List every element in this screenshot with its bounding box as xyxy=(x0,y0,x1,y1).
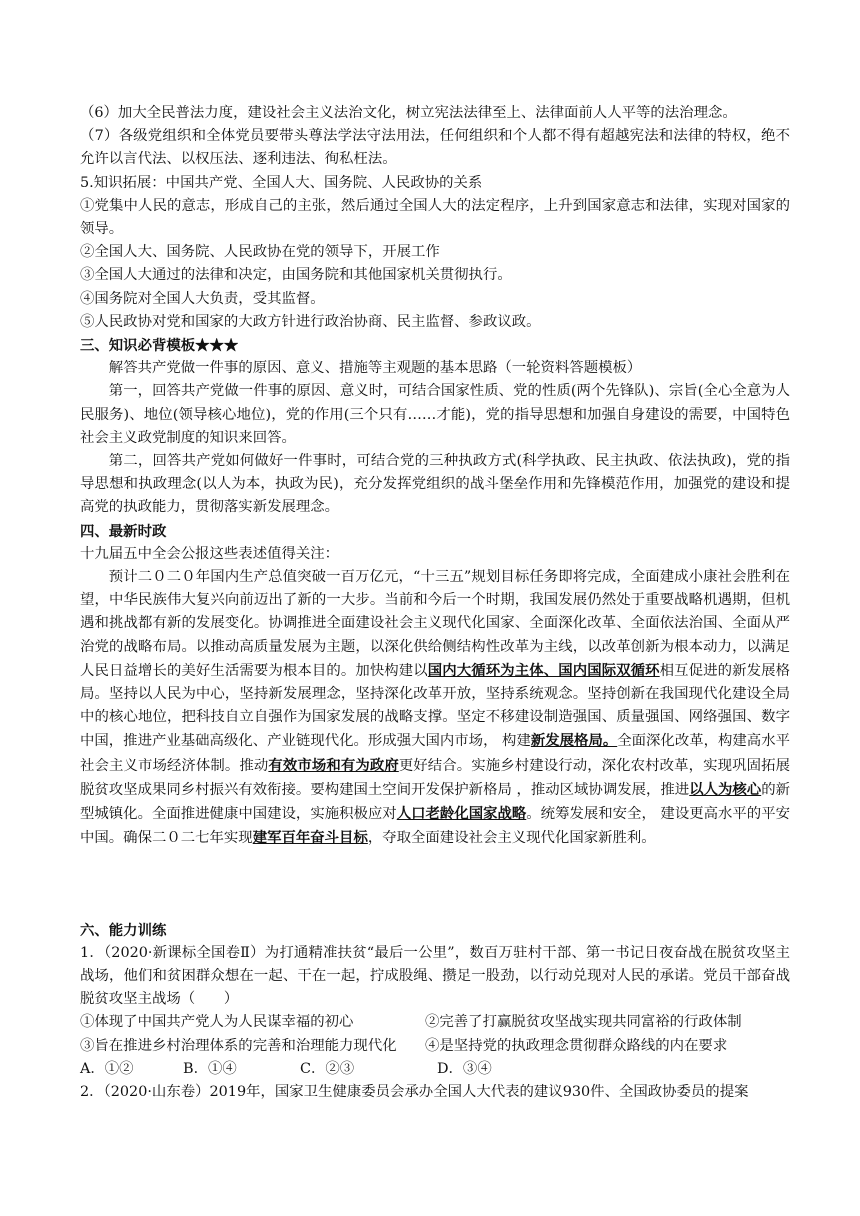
item-7: （7）各级党组织和全体党员要带头尊法学法守法用法，任何组织和个人都不得有超越宪法和法律的特权，绝不允许以言代法、以权压法、逐利违法、徇私枉法。 xyxy=(80,128,790,168)
question-1-options-row-1 xyxy=(80,1011,790,1034)
body-text: 相互促进的新发展格局。坚持以人民为中心，坚持新发展理念，坚持深化改革开放，坚持系统观念。坚持创新在我国现代化建设全局中的核心地位，把科技自立自强作为国家发展的战略支撑。坚定不移建设制造强国、质量强国、网络强国、数字中国，推进产业基础高级化、产业链现代化。形成强大国内市场， 构建 xyxy=(80,662,790,750)
section-3-para-2: 第二，回答共产党如何做好一件事时，可结合党的三种执政方式(科学执政、民主执政、依法执政)，党的指导思想和执政理念(以人为本，执政为民)，充分发挥党组织的战斗堡垒作用和先锋模范作用，加强党的建设和提高党的执政能力，贯彻落实新发展理念。 xyxy=(80,453,790,516)
body-text: 的新型城镇化。全面推进健康中国建设，实施积极应对 xyxy=(80,781,790,823)
key-phrase-dual-circulation: 国内大循环为主体、国内国际双循环 xyxy=(427,661,660,679)
key-phrase-aging-strategy: 人口老龄化国家战略 xyxy=(396,805,527,823)
body-text: 更好结合。实施乡村建设行动，深化农村改革，实现巩固拓展脱贫攻坚成果同乡村振兴有效衔接。要构建国土空间开发保护新格局 ，推动区域协调发展，推进 xyxy=(80,757,790,798)
key-phrase-army-centenary: 建军百年奋斗目标 xyxy=(252,829,368,847)
section-6-heading: 六、能力训练 xyxy=(80,921,167,939)
extension-point-1: ①党集中人民的意志，形成自己的主张，然后通过全国人大的法定程序，上升到国家意志和法律，实现对国家的领导。 xyxy=(80,197,790,238)
extension-point-4: ④国务院对全国人大负责，受其监督。 xyxy=(80,290,325,307)
option-2: ②完善了打赢脱贫攻坚战实现共同富裕的行政体制 xyxy=(425,1014,742,1031)
key-phrase-market-government: 有效市场和有为政府 xyxy=(268,756,399,774)
item-6: （6）加大全民普法力度，建设社会主义法治文化，树立宪法法律至上、法律面前人人平等的法治理念。 xyxy=(80,105,737,121)
extension-point-3: ③全国人大通过的法律和决定，由国务院和其他国家机关贯彻执行。 xyxy=(80,267,512,284)
body-text: ，夺取全面建设社会主义现代化国家新胜利。 xyxy=(367,830,656,847)
body-text: 。统筹发展和安全， 建设更高水平的平安中国。确保二０二七年实现 xyxy=(80,806,790,847)
key-phrase-new-pattern: 新发展格局。 xyxy=(530,732,618,750)
question-1-answers xyxy=(80,1058,790,1081)
question-1-stem: 1．（2020·新课标全国卷Ⅱ）为打通精准扶贫“最后一公里”，数百万驻村干部、第一书记日夜奋战在脱贫攻坚主战场，他们和贫困群众想在一起、干在一起，拧成股绳、攒足一股劲，以行动兑现对人民的承诺。党员干部奋战脱贫攻坚主战场（ ） xyxy=(80,944,790,1008)
body-text: 预计二０二０年国内生产总值突破一百万亿元，“十三五”规划目标任务即将完成，全面建成小康社会胜利在望，中华民族伟大复兴向前迈出了新的一大步。当前和今后一个时期，我国发展仍然处于重要战略机遇期，但机遇和挑战都有新的发展变化。协调推进全面建设社会主义现代化国家、全面深化改革、全面依法治国、全面从严治党的战略布局。以推动高质量发展为主题，以深化供给侧结构性改革为主线，以改革创新为根本动力，以满足人民日益增长的美好生活需要为根本目的。加快构建以 xyxy=(80,569,790,679)
question-2-stem: 2．（2020·山东卷）2019年，国家卫生健康委员会承办全国人大代表的建议930件、全国政协委员的提案 xyxy=(80,1083,749,1100)
section-gap xyxy=(80,851,790,919)
answer-c: C．②③ xyxy=(300,1060,355,1077)
answer-a: A．①② xyxy=(80,1060,134,1077)
extension-point-5: ⑤人民政协对党和国家的大政方针进行政治协商、民主监督、参政议政。 xyxy=(80,313,541,330)
section-4-body xyxy=(80,566,790,850)
option-4: ④是坚持党的执政理念贯彻群众路线的内在要求 xyxy=(425,1037,728,1054)
answer-b: B．①④ xyxy=(183,1060,237,1077)
section-4-heading: 四、最新时政 xyxy=(80,522,167,540)
extension-title: 5.知识拓展：中国共产党、全国人大、国务院、人民政协的关系 xyxy=(80,174,483,191)
option-3: ③旨在推进乡村治理体系的完善和治理能力现代化 xyxy=(80,1037,397,1054)
section-3-heading: 三、知识必背模板★★★ xyxy=(80,337,239,355)
option-1: ①体现了中国共产党人为人民谋幸福的初心 xyxy=(80,1014,354,1031)
extension-point-2: ②全国人大、国务院、人民政协在党的领导下，开展工作 xyxy=(80,244,440,261)
section-3-subtitle: 解答共产党做一件事的原因、意义、措施等主观题的基本思路（一轮资料答题模板） xyxy=(108,360,642,377)
answer-d: D．③④ xyxy=(437,1060,492,1077)
section-3-para-1: 第一，回答共产党做一件事的原因、意义时，可结合国家性质、党的性质(两个先锋队)、宗旨(全心全意为人民服务)、地位(领导核心地位)，党的作用(三个只有……才能)，党的指导思想和加强自身建设的需要，中国特色社会主义政党制度的知识来回答。 xyxy=(80,383,790,446)
body-text: 全面深化改革，构建高水平社会主义市场经济体制。推动 xyxy=(80,733,790,774)
question-1-options-row-2 xyxy=(80,1035,790,1058)
key-phrase-people-centered: 以人为核心 xyxy=(689,780,762,798)
section-4-intro: 十九届五中全会公报这些表述值得关注： xyxy=(80,545,340,562)
